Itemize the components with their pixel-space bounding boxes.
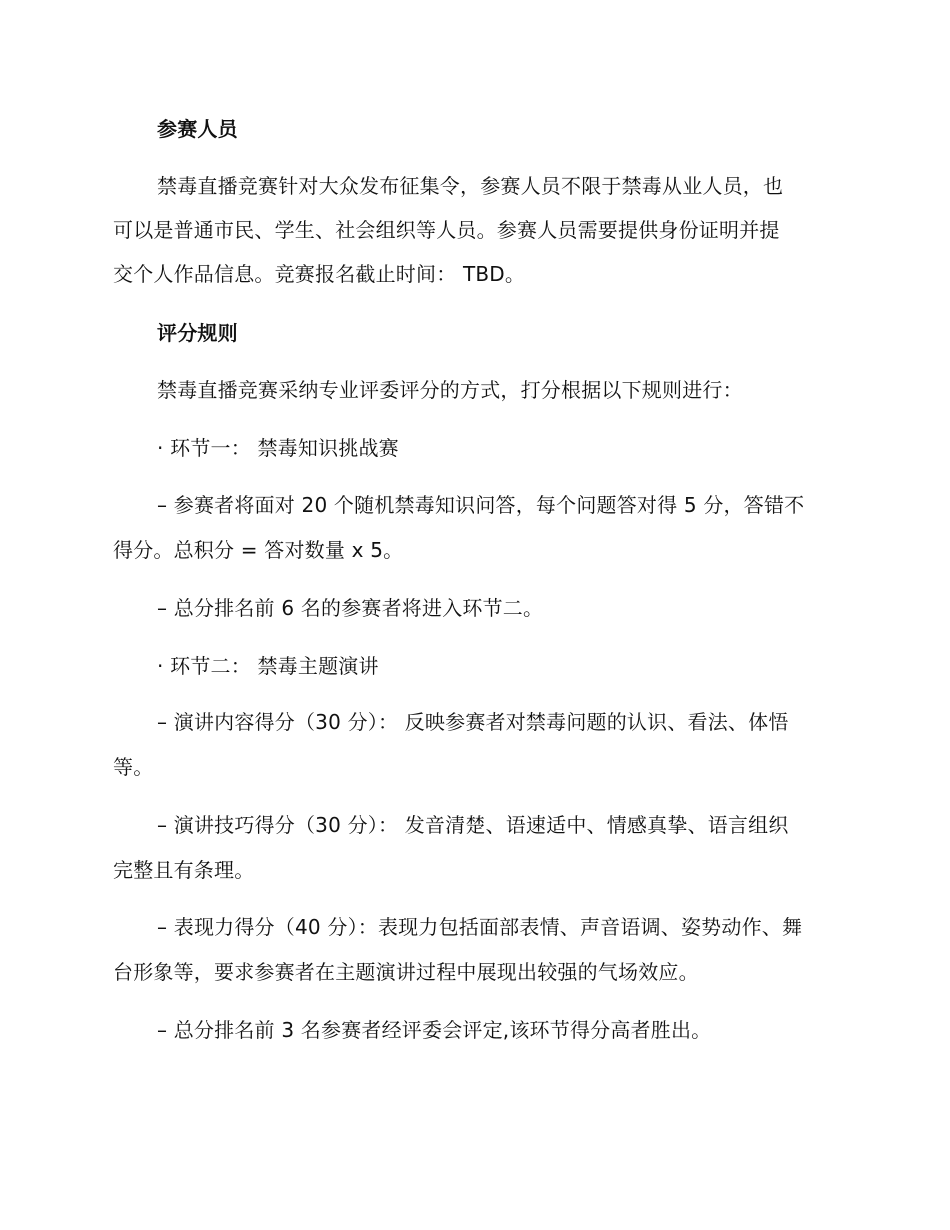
round2-title: · 环节二： 禁毒主题演讲 — [157, 654, 379, 678]
round1-rule1-line-1: – 参赛者将面对 20 个随机禁毒知识问答，每个问题答对得 5 分，答错不 — [157, 493, 805, 517]
round2-rule1-line-1: – 演讲内容得分（30 分）： 反映参赛者对禁毒问题的认识、看法、体悟 — [157, 710, 789, 734]
round2-rule3-line-1: – 表现力得分（40 分）：表现力包括面部表情、声音语调、姿势动作、舞 — [157, 915, 803, 939]
section-heading-scoring-rules: 评分规则 — [157, 321, 238, 345]
round1-rule1-line-2: 得分。总积分 = 答对数量 x 5。 — [113, 538, 404, 562]
participants-paragraph-line-3: 交个人作品信息。竞赛报名截止时间： TBD。 — [113, 262, 526, 286]
participants-paragraph-line-1: 禁毒直播竞赛针对大众发布征集令，参赛人员不限于禁毒从业人员，也 — [157, 174, 784, 198]
round2-rule2-line-2: 完整且有条理。 — [113, 858, 255, 882]
round2-rule4: – 总分排名前 3 名参赛者经评委会评定,该环节得分高者胜出。 — [157, 1018, 712, 1042]
round1-title: · 环节一： 禁毒知识挑战赛 — [157, 436, 399, 460]
section-heading-participants: 参赛人员 — [157, 117, 238, 141]
round2-rule2-line-1: – 演讲技巧得分（30 分）： 发音清楚、语速适中、情感真挚、语言组织 — [157, 813, 789, 837]
round2-rule1-line-2: 等。 — [113, 755, 154, 779]
round1-rule2: – 总分排名前 6 名的参赛者将进入环节二。 — [157, 596, 544, 620]
scoring-intro: 禁毒直播竞赛采纳专业评委评分的方式，打分根据以下规则进行： — [157, 378, 743, 402]
round2-rule3-line-2: 台形象等，要求参赛者在主题演讲过程中展现出较强的气场效应。 — [113, 960, 699, 984]
participants-paragraph-line-2: 可以是普通市民、学生、社会组织等人员。参赛人员需要提供身份证明并提 — [113, 218, 780, 242]
